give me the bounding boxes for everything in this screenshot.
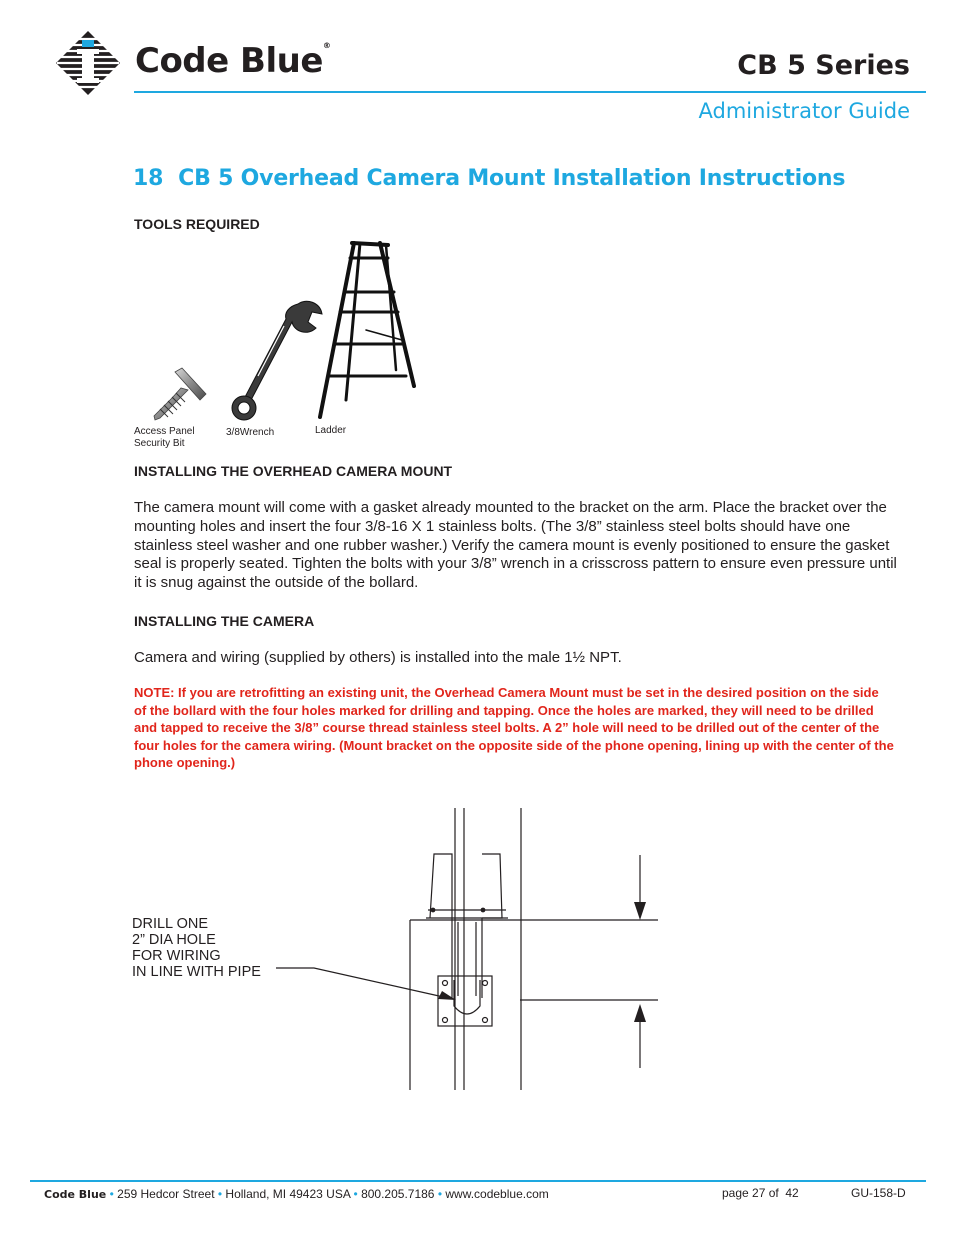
tool-caption-wrench: 3/8Wrench xyxy=(226,427,275,438)
section-title: 18 CB 5 Overhead Camera Mount Installation Instructions xyxy=(133,166,846,191)
header-rule xyxy=(134,91,926,93)
security-bit-icon xyxy=(150,366,210,426)
tools-heading: TOOLS REQUIRED xyxy=(134,216,260,232)
mount-paragraph: The camera mount will come with a gasket already mounted to the bracket on the arm. Place the bracket over the mounting holes and insert the four 3/8-16 X 1 stainless bolts. (The 3/8” stainless steel bolts should have one stainless steel washer and one rubber washer.) Verify the camera mount is evenly positioned to ensure the gasket seal is properly seated. Tighten the bolts with your 3/8” wrench in a crisscross pattern to ensure even pressure until it is snug against the outside of the bollard. xyxy=(134,499,897,592)
tool-caption-ladder: Ladder xyxy=(315,425,347,436)
page-number: page 27 of 42 xyxy=(722,1186,799,1200)
logo-text: Code Blue xyxy=(135,41,323,81)
code-blue-emblem-icon xyxy=(55,30,121,96)
doc-id: GU-158-D xyxy=(851,1186,906,1200)
guide-subtitle: Administrator Guide xyxy=(698,99,910,123)
footer-city: Holland, MI 49423 USA xyxy=(225,1187,351,1201)
mount-heading: INSTALLING THE OVERHEAD CAMERA MOUNT xyxy=(134,463,453,479)
tool-caption-bit: Access Panel Security Bit xyxy=(134,426,195,449)
retrofit-note: NOTE: If you are retrofitting an existing unit, the Overhead Camera Mount must be set in the desired position on the side of the bollard with the four holes marked for drilling and tapping. Once the holes are marked, they will need to be drilled and tapped to receive the 3/8” course thread stainless steel bolts. A 2” hole will need to be drilled out of the center of the four holes for the camera wiring. (Mount bracket on the opposite side of the phone opening, lining up with the center of the phone opening.) xyxy=(134,685,894,771)
footer-brand: Code Blue xyxy=(44,1188,107,1201)
logo xyxy=(55,30,415,96)
drill-hole-label: DRILL ONE 2” DIA HOLE FOR WIRING IN LINE WITH PIPE xyxy=(132,916,261,980)
camera-heading: INSTALLING THE CAMERA xyxy=(134,613,315,629)
series-title: CB 5 Series xyxy=(737,50,910,81)
camera-paragraph: Camera and wiring (supplied by others) is installed into the male 1½ NPT. xyxy=(134,649,622,666)
footer-phone: 800.205.7186 xyxy=(361,1187,435,1201)
footer-address: 259 Hedcor Street xyxy=(117,1187,215,1201)
wrench-icon xyxy=(228,296,324,426)
mount-diagram xyxy=(270,800,670,1100)
footer-rule xyxy=(30,1180,926,1182)
footer-contact: Code Blue • 259 Hedcor Street • Holland, MI 49423 USA • 800.205.7186 • www.codeblue.com xyxy=(44,1187,549,1201)
footer-website-link[interactable]: www.codeblue.com xyxy=(445,1187,549,1201)
ladder-icon xyxy=(316,240,422,420)
registered-mark: ® xyxy=(322,41,331,50)
